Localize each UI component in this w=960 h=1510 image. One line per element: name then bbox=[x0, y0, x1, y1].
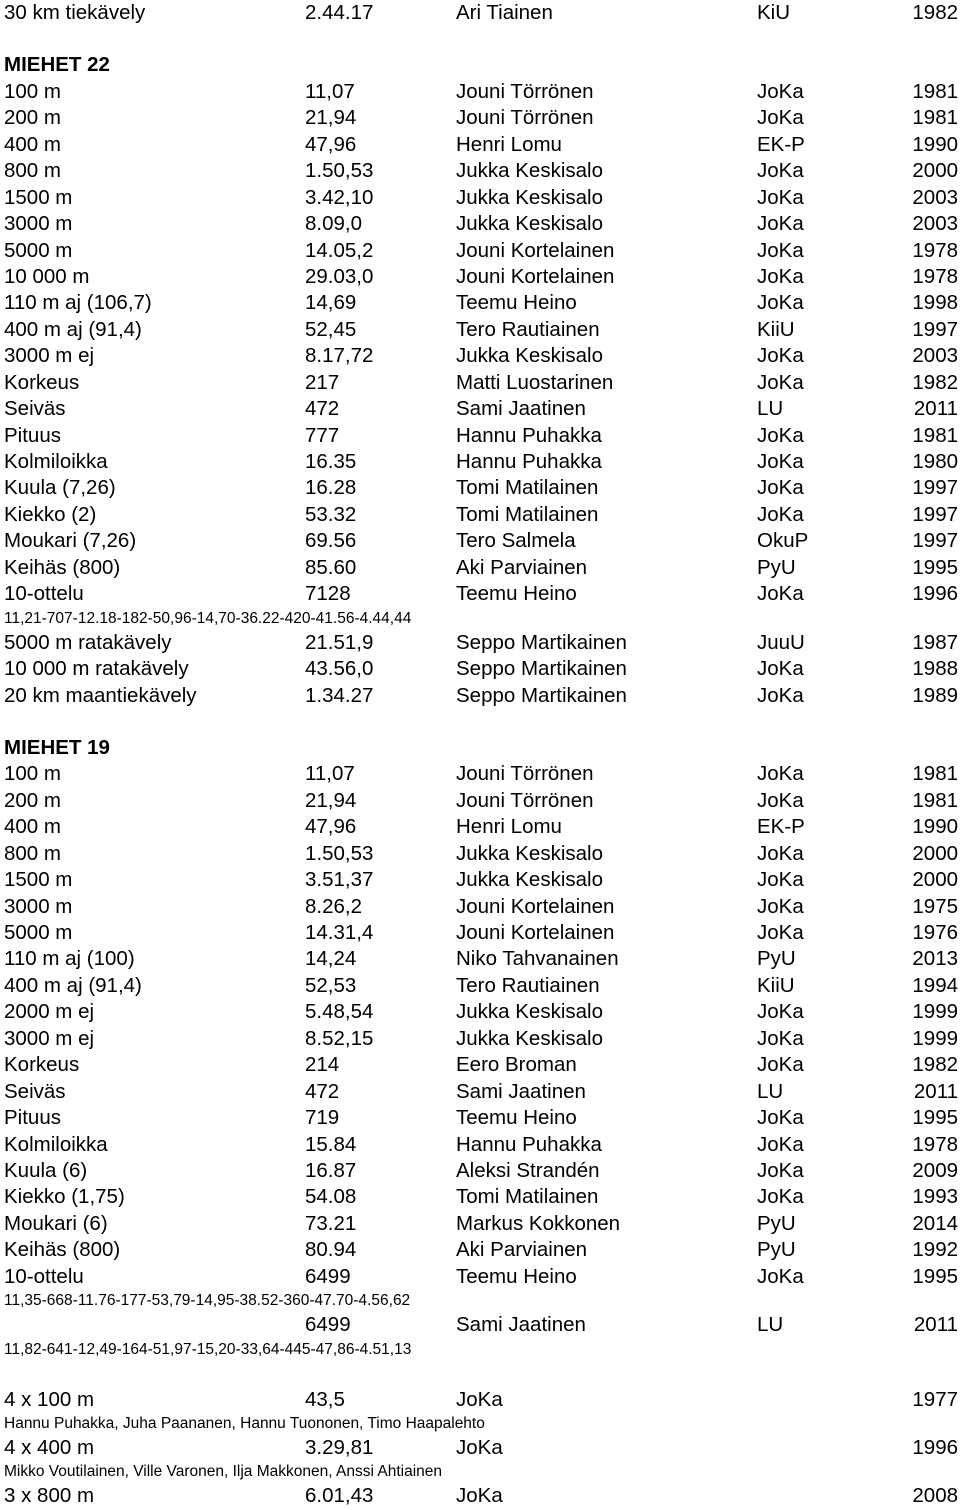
event-cell: 200 m bbox=[4, 106, 61, 130]
athlete-cell: Aki Parviainen bbox=[456, 555, 588, 579]
record-row bbox=[0, 502, 960, 528]
athlete-cell: Hannu Puhakka bbox=[456, 1132, 602, 1156]
record-row bbox=[0, 1026, 960, 1052]
club-cell: JoKa bbox=[757, 657, 804, 681]
club-cell: PyU bbox=[757, 555, 796, 579]
year-cell: 1977 bbox=[912, 1387, 958, 1411]
result-cell: 1.34.27 bbox=[305, 683, 374, 707]
event-cell: 10-ottelu bbox=[4, 582, 84, 606]
result-cell: 43.56,0 bbox=[305, 657, 374, 681]
club-cell: OkuP bbox=[757, 529, 809, 553]
club-cell: PyU bbox=[757, 1238, 796, 1262]
event-cell: 400 m aj (91,4) bbox=[4, 973, 142, 997]
athlete-cell: Seppo Martikainen bbox=[456, 657, 627, 681]
event-cell: Kolmiloikka bbox=[4, 450, 108, 473]
year-cell: 2014 bbox=[912, 1211, 958, 1235]
record-row bbox=[0, 1237, 960, 1263]
record-row bbox=[0, 105, 960, 131]
club-cell: JoKa bbox=[757, 423, 804, 447]
athlete-cell: Jouni Törrönen bbox=[456, 762, 594, 786]
record-row bbox=[0, 581, 960, 607]
athlete-cell: Jouni Kortelainen bbox=[456, 238, 615, 262]
club-cell: KiiU bbox=[757, 317, 795, 341]
athlete-cell: JoKa bbox=[456, 1387, 503, 1411]
athlete-cell: Jukka Keskisalo bbox=[456, 344, 603, 368]
result-cell: 16.87 bbox=[305, 1158, 357, 1182]
event-cell: 3000 m ej bbox=[4, 1026, 95, 1050]
record-row bbox=[0, 999, 960, 1025]
year-cell: 1980 bbox=[912, 450, 958, 473]
result-cell: 8.09,0 bbox=[305, 212, 362, 236]
result-cell: 6499 bbox=[305, 1264, 351, 1288]
year-cell: 2000 bbox=[912, 841, 958, 865]
result-cell: 7128 bbox=[305, 582, 351, 606]
athlete-cell: JoKa bbox=[456, 1436, 503, 1459]
year-cell: 1978 bbox=[912, 238, 958, 262]
athlete-cell: Sami Jaatinen bbox=[456, 1079, 586, 1103]
athlete-cell: Tero Rautiainen bbox=[456, 973, 600, 997]
event-cell: 3 x 800 m bbox=[4, 1484, 95, 1508]
record-row-top bbox=[0, 0, 960, 26]
club-cell: JoKa bbox=[757, 159, 804, 183]
event-cell: 5000 m bbox=[4, 238, 73, 262]
event-cell: Kiekko (1,75) bbox=[4, 1185, 125, 1209]
athlete-cell: Jukka Keskisalo bbox=[456, 159, 603, 183]
athlete-cell: Teemu Heino bbox=[456, 582, 577, 606]
club-cell: JoKa bbox=[757, 106, 804, 130]
club-cell: PyU bbox=[757, 947, 796, 971]
result-cell: 472 bbox=[305, 397, 340, 421]
event-cell: Kuula (7,26) bbox=[4, 476, 116, 500]
record-detail-note: 11,35-668-11.76-177-53,79-14,95-38.52-360-47.70-4.56,62 bbox=[4, 1292, 411, 1310]
athlete-cell: Markus Kokkonen bbox=[456, 1211, 621, 1235]
athlete-cell: Aleksi Strandén bbox=[456, 1158, 600, 1182]
year-cell: 1998 bbox=[912, 291, 958, 315]
athlete-cell: Jouni Kortelainen bbox=[456, 264, 615, 288]
record-row bbox=[0, 920, 960, 946]
athlete-cell: Tero Salmela bbox=[456, 529, 576, 553]
event-cell: 2000 m ej bbox=[4, 1000, 95, 1024]
result-cell: 6499 bbox=[305, 1313, 351, 1337]
event-cell: 5000 m bbox=[4, 921, 73, 944]
club-cell: EK-P bbox=[757, 132, 805, 156]
result-cell: 53.32 bbox=[305, 502, 357, 526]
year-cell: 1978 bbox=[912, 264, 958, 288]
athlete-cell: Jouni Törrönen bbox=[456, 79, 594, 103]
club-cell: KiiU bbox=[757, 973, 795, 997]
record-row bbox=[0, 555, 960, 581]
year-cell: 1988 bbox=[912, 657, 958, 681]
record-row bbox=[0, 1435, 960, 1461]
result-cell: 29.03,0 bbox=[305, 264, 374, 288]
event-cell: 4 x 400 m bbox=[4, 1436, 95, 1459]
record-row bbox=[0, 475, 960, 501]
event-cell: Seiväs bbox=[4, 1079, 66, 1103]
result-cell: 21,94 bbox=[305, 106, 357, 130]
year-cell: 1990 bbox=[912, 132, 958, 156]
result-cell: 69.56 bbox=[305, 529, 357, 553]
result-cell: 6.01,43 bbox=[305, 1484, 374, 1508]
record-row bbox=[0, 656, 960, 682]
club-cell: JoKa bbox=[757, 502, 804, 526]
section-heading: MIEHET 19 bbox=[4, 735, 110, 759]
result-cell: 21.51,9 bbox=[305, 630, 374, 654]
record-row bbox=[0, 370, 960, 396]
record-row bbox=[0, 185, 960, 211]
year-cell: 1981 bbox=[912, 79, 958, 103]
year-cell: 2003 bbox=[912, 212, 958, 236]
result-cell: 47,96 bbox=[305, 132, 357, 156]
event-cell: Keihäs (800) bbox=[4, 555, 121, 579]
result-cell: 43,5 bbox=[305, 1387, 345, 1411]
result-cell: 3.42,10 bbox=[305, 185, 374, 209]
year-cell: 1989 bbox=[912, 683, 958, 707]
event-cell: 200 m bbox=[4, 788, 61, 812]
year-cell: 1997 bbox=[912, 317, 958, 341]
record-detail-note: Hannu Puhakka, Juha Paananen, Hannu Tuononen, Timo Haapalehto bbox=[4, 1415, 485, 1432]
year-cell: 2011 bbox=[913, 397, 958, 421]
year-cell: 1981 bbox=[912, 762, 958, 786]
record-detail-note: Mikko Voutilainen, Ville Varonen, Ilja Makkonen, Anssi Ahtiainen bbox=[4, 1463, 442, 1481]
athlete-cell: Tomi Matilainen bbox=[456, 476, 599, 500]
athlete-cell: Hannu Puhakka bbox=[456, 423, 602, 447]
athlete-cell: Seppo Martikainen bbox=[456, 630, 627, 654]
year-cell: 1982 bbox=[912, 1, 958, 24]
athlete-cell: Hannu Puhakka bbox=[456, 450, 602, 473]
record-row bbox=[0, 867, 960, 893]
club-cell: JoKa bbox=[757, 344, 804, 368]
event-cell: 110 m aj (100) bbox=[4, 947, 135, 971]
club-cell: LU bbox=[757, 1079, 784, 1103]
club-cell: JoKa bbox=[757, 1264, 804, 1288]
record-row bbox=[0, 1079, 960, 1105]
event-cell: Korkeus bbox=[4, 370, 80, 394]
record-row bbox=[0, 211, 960, 237]
event-cell: Kiekko (2) bbox=[4, 502, 97, 526]
result-cell: 472 bbox=[305, 1079, 340, 1103]
result-cell: 2.44.17 bbox=[305, 1, 374, 24]
result-cell: 8.52,15 bbox=[305, 1026, 374, 1050]
year-cell: 1997 bbox=[912, 529, 958, 553]
row-spacer bbox=[0, 1361, 960, 1387]
record-row bbox=[0, 158, 960, 184]
result-cell: 52,45 bbox=[305, 317, 357, 341]
year-cell: 1982 bbox=[912, 1053, 958, 1077]
record-row bbox=[0, 528, 960, 554]
athlete-cell: Jukka Keskisalo bbox=[456, 185, 603, 209]
event-cell: Pituus bbox=[4, 423, 61, 447]
club-cell: LU bbox=[757, 397, 784, 421]
year-cell: 1982 bbox=[912, 370, 958, 394]
year-cell: 2008 bbox=[912, 1484, 958, 1508]
record-row bbox=[0, 1184, 960, 1210]
year-cell: 1996 bbox=[912, 1436, 958, 1459]
record-row bbox=[0, 1052, 960, 1078]
year-cell: 1999 bbox=[912, 1000, 958, 1024]
year-cell: 2000 bbox=[912, 159, 958, 183]
result-cell: 1.50,53 bbox=[305, 159, 374, 183]
athlete-cell: Jouni Kortelainen bbox=[456, 894, 615, 918]
record-row bbox=[0, 841, 960, 867]
year-cell: 2011 bbox=[913, 1313, 958, 1337]
club-cell: JoKa bbox=[757, 1185, 804, 1209]
event-cell: 20 km maantiekävely bbox=[4, 683, 197, 707]
athlete-cell: Sami Jaatinen bbox=[456, 397, 586, 421]
club-cell: JoKa bbox=[757, 1026, 804, 1050]
club-cell: KiU bbox=[757, 1, 791, 24]
athlete-cell: Henri Lomu bbox=[456, 132, 562, 156]
record-row bbox=[0, 264, 960, 290]
athlete-cell: Jouni Törrönen bbox=[456, 788, 594, 812]
athlete-cell: Jukka Keskisalo bbox=[456, 212, 603, 236]
year-cell: 1995 bbox=[912, 1264, 958, 1288]
section-spacer bbox=[0, 709, 960, 735]
event-cell: 110 m aj (106,7) bbox=[4, 291, 152, 315]
year-cell: 1981 bbox=[912, 423, 958, 447]
record-row bbox=[0, 343, 960, 369]
record-row bbox=[0, 630, 960, 656]
club-cell: JoKa bbox=[757, 185, 804, 209]
club-cell: JoKa bbox=[757, 582, 804, 606]
result-cell: 21,94 bbox=[305, 788, 357, 812]
record-row bbox=[0, 396, 960, 422]
result-cell: 11,07 bbox=[305, 762, 355, 786]
result-cell: 14,24 bbox=[305, 947, 357, 971]
athlete-cell: Tomi Matilainen bbox=[456, 1185, 599, 1209]
event-cell: 30 km tiekävely bbox=[4, 1, 146, 24]
record-row bbox=[0, 814, 960, 840]
event-cell: 100 m bbox=[4, 762, 61, 786]
athlete-cell: Jukka Keskisalo bbox=[456, 868, 603, 892]
club-cell: EK-P bbox=[757, 815, 805, 839]
athlete-cell: Eero Broman bbox=[456, 1053, 577, 1077]
year-cell: 1975 bbox=[912, 894, 958, 918]
club-cell: PyU bbox=[757, 1211, 796, 1235]
year-cell: 1996 bbox=[912, 582, 958, 606]
athlete-cell: Teemu Heino bbox=[456, 291, 577, 315]
event-cell: Korkeus bbox=[4, 1053, 80, 1077]
section-heading: MIEHET 22 bbox=[4, 53, 110, 77]
athlete-cell: Tomi Matilainen bbox=[456, 502, 599, 526]
year-cell: 1987 bbox=[912, 630, 958, 654]
record-row bbox=[0, 894, 960, 920]
club-cell: JoKa bbox=[757, 868, 804, 892]
athlete-cell: Ari Tiainen bbox=[456, 1, 553, 24]
event-cell: 10 000 m ratakävely bbox=[4, 657, 189, 681]
year-cell: 1995 bbox=[912, 1106, 958, 1130]
athlete-cell: Matti Luostarinen bbox=[456, 370, 614, 394]
event-cell: 400 m bbox=[4, 132, 61, 156]
result-cell: 15.84 bbox=[305, 1132, 357, 1156]
event-cell: 1500 m bbox=[4, 185, 73, 209]
club-cell: JoKa bbox=[757, 291, 804, 315]
event-cell: Pituus bbox=[4, 1106, 61, 1130]
club-cell: JoKa bbox=[757, 264, 804, 288]
result-cell: 217 bbox=[305, 370, 340, 394]
club-cell: JoKa bbox=[757, 1000, 804, 1024]
year-cell: 2011 bbox=[913, 1079, 958, 1103]
result-cell: 14.31,4 bbox=[305, 921, 374, 944]
year-cell: 2009 bbox=[912, 1158, 958, 1182]
result-cell: 85.60 bbox=[305, 555, 357, 579]
result-cell: 54.08 bbox=[305, 1185, 357, 1209]
record-row bbox=[0, 79, 960, 105]
record-row bbox=[0, 423, 960, 449]
year-cell: 2013 bbox=[912, 947, 958, 971]
event-cell: 4 x 100 m bbox=[4, 1387, 95, 1411]
record-row bbox=[0, 1483, 960, 1509]
event-cell: Kolmiloikka bbox=[4, 1132, 108, 1156]
record-row bbox=[0, 449, 960, 475]
athlete-cell: Tero Rautiainen bbox=[456, 317, 600, 341]
athlete-cell: Henri Lomu bbox=[456, 815, 562, 839]
event-cell: 3000 m ej bbox=[4, 344, 95, 368]
club-cell: JoKa bbox=[757, 79, 804, 103]
result-cell: 11,07 bbox=[305, 79, 355, 103]
record-row bbox=[0, 946, 960, 972]
year-cell: 2003 bbox=[912, 185, 958, 209]
club-cell: JoKa bbox=[757, 921, 804, 944]
year-cell: 1981 bbox=[912, 788, 958, 812]
athlete-cell: Jukka Keskisalo bbox=[456, 1000, 603, 1024]
club-cell: JoKa bbox=[757, 841, 804, 865]
record-row bbox=[0, 1387, 960, 1413]
event-cell: 100 m bbox=[4, 79, 61, 103]
year-cell: 1997 bbox=[912, 476, 958, 500]
year-cell: 2003 bbox=[912, 344, 958, 368]
result-cell: 8.26,2 bbox=[305, 894, 362, 918]
athlete-cell: Jouni Kortelainen bbox=[456, 921, 615, 944]
athlete-cell: Teemu Heino bbox=[456, 1264, 577, 1288]
record-row bbox=[0, 788, 960, 814]
record-row bbox=[0, 1158, 960, 1184]
athlete-cell: JoKa bbox=[456, 1484, 503, 1508]
record-detail-note: 11,82-641-12,49-164-51,97-15,20-33,64-445-47,86-4.51,13 bbox=[4, 1340, 412, 1358]
sections-container bbox=[0, 26, 960, 1509]
event-cell: 400 m aj (91,4) bbox=[4, 317, 142, 341]
club-cell: JoKa bbox=[757, 683, 804, 707]
event-cell: Moukari (7,26) bbox=[4, 529, 137, 553]
record-row bbox=[0, 683, 960, 709]
record-row bbox=[0, 1264, 960, 1290]
year-cell: 1997 bbox=[912, 502, 958, 526]
result-cell: 8.17,72 bbox=[305, 344, 374, 368]
event-cell: 10-ottelu bbox=[4, 1264, 84, 1288]
club-cell: JoKa bbox=[757, 370, 804, 394]
record-row bbox=[0, 290, 960, 316]
year-cell: 2000 bbox=[912, 868, 958, 892]
club-cell: JoKa bbox=[757, 1053, 804, 1077]
result-cell: 14,69 bbox=[305, 291, 357, 315]
year-cell: 1981 bbox=[912, 106, 958, 130]
athlete-cell: Jukka Keskisalo bbox=[456, 1026, 603, 1050]
event-cell: Seiväs bbox=[4, 397, 66, 421]
athlete-cell: Niko Tahvanainen bbox=[456, 947, 619, 971]
club-cell: JoKa bbox=[757, 1106, 804, 1130]
year-cell: 1978 bbox=[912, 1132, 958, 1156]
club-cell: JoKa bbox=[757, 894, 804, 918]
record-row bbox=[0, 317, 960, 343]
event-cell: 800 m bbox=[4, 841, 61, 865]
event-cell: 1500 m bbox=[4, 868, 73, 892]
club-cell: JoKa bbox=[757, 1158, 804, 1182]
year-cell: 1993 bbox=[912, 1185, 958, 1209]
result-cell: 777 bbox=[305, 423, 340, 447]
club-cell: JoKa bbox=[757, 788, 804, 812]
club-cell: JoKa bbox=[757, 450, 804, 473]
event-cell: 3000 m bbox=[4, 894, 73, 918]
club-cell: JoKa bbox=[757, 476, 804, 500]
event-cell: Kuula (6) bbox=[4, 1158, 88, 1182]
section-spacer bbox=[0, 26, 960, 52]
club-cell: LU bbox=[757, 1313, 784, 1337]
result-cell: 3.51,37 bbox=[305, 868, 374, 892]
club-cell: JoKa bbox=[757, 762, 804, 786]
result-cell: 3.29,81 bbox=[305, 1436, 374, 1459]
athlete-cell: Teemu Heino bbox=[456, 1106, 577, 1130]
record-row bbox=[0, 1211, 960, 1237]
result-cell: 1.50,53 bbox=[305, 841, 374, 865]
result-cell: 5.48,54 bbox=[305, 1000, 374, 1024]
result-cell: 16.35 bbox=[305, 450, 357, 473]
result-cell: 73.21 bbox=[305, 1211, 357, 1235]
result-cell: 16.28 bbox=[305, 476, 357, 500]
event-cell: Moukari (6) bbox=[4, 1211, 108, 1235]
year-cell: 1999 bbox=[912, 1026, 958, 1050]
record-row bbox=[0, 973, 960, 999]
event-cell: Keihäs (800) bbox=[4, 1238, 121, 1262]
athlete-cell: Aki Parviainen bbox=[456, 1238, 588, 1262]
result-cell: 214 bbox=[305, 1053, 340, 1077]
year-cell: 1976 bbox=[912, 921, 958, 944]
record-detail-note: 11,21-707-12.18-182-50,96-14,70-36.22-420-41.56-4.44,44 bbox=[4, 609, 412, 627]
record-row bbox=[0, 1105, 960, 1131]
result-cell: 52,53 bbox=[305, 973, 357, 997]
year-cell: 1994 bbox=[912, 973, 958, 997]
event-cell: 800 m bbox=[4, 159, 61, 183]
club-cell: JoKa bbox=[757, 212, 804, 236]
athlete-cell: Sami Jaatinen bbox=[456, 1313, 586, 1337]
result-cell: 719 bbox=[305, 1106, 340, 1130]
record-row bbox=[0, 761, 960, 787]
athlete-cell: Seppo Martikainen bbox=[456, 683, 627, 707]
record-row bbox=[0, 1312, 960, 1338]
event-cell: 10 000 m bbox=[4, 264, 90, 288]
event-cell: 3000 m bbox=[4, 212, 73, 236]
event-cell: 400 m bbox=[4, 815, 61, 839]
result-cell: 14.05,2 bbox=[305, 238, 374, 262]
record-row bbox=[0, 1132, 960, 1158]
year-cell: 1990 bbox=[912, 815, 958, 839]
record-row bbox=[0, 132, 960, 158]
result-cell: 47,96 bbox=[305, 815, 357, 839]
year-cell: 1992 bbox=[912, 1238, 958, 1262]
club-cell: JuuU bbox=[757, 630, 805, 654]
athlete-cell: Jouni Törrönen bbox=[456, 106, 594, 130]
event-cell: 5000 m ratakävely bbox=[4, 630, 172, 654]
result-cell: 80.94 bbox=[305, 1238, 357, 1262]
year-cell: 1995 bbox=[912, 555, 958, 579]
record-row bbox=[0, 238, 960, 264]
club-cell: JoKa bbox=[757, 1132, 804, 1156]
club-cell: JoKa bbox=[757, 238, 804, 262]
athlete-cell: Jukka Keskisalo bbox=[456, 841, 603, 865]
